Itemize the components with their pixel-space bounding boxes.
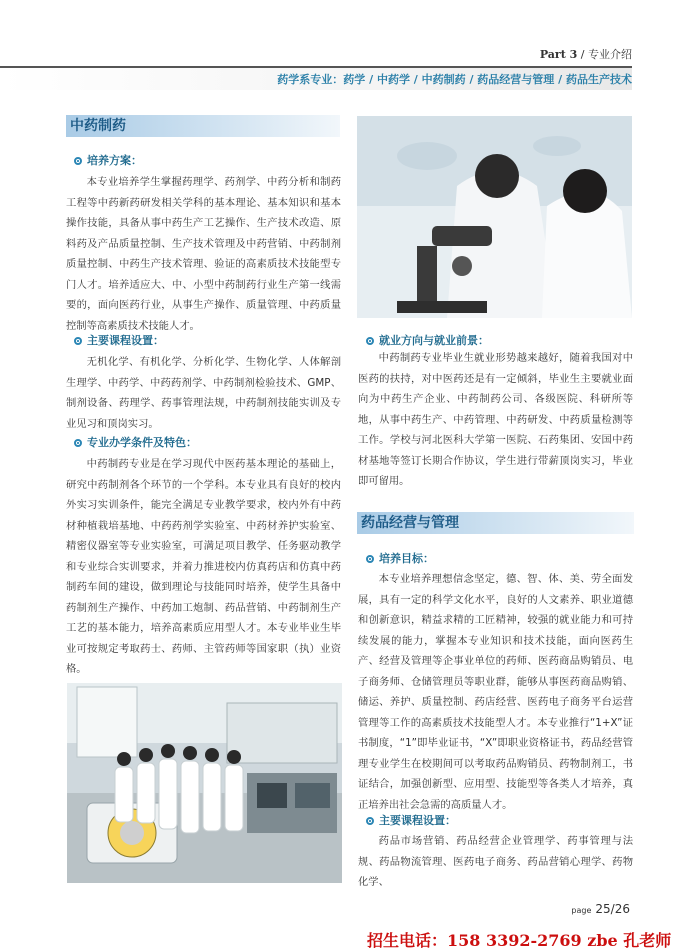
lab-group-illustration [67, 683, 342, 883]
majors-list: 药学系专业：药学 / 中药学 / 中药制药 / 药品经营与管理 / 药品生产技术 [277, 73, 632, 86]
part-label: Part 3 [539, 48, 578, 61]
majors-band [0, 66, 632, 90]
sub-heading-courses [74, 333, 164, 349]
page-number-value: 25/26 [595, 902, 630, 916]
sub-heading-employment-label: 就业方向与就业前景： [379, 334, 489, 347]
courses-paragraph: 无机化学、有机化学、分析化学、生物化学、人体解剖生理学、中药学、中药药剂学、中药制剂检验技术、GMP、制剂设备、药理学、药事管理法规，中药制剂技能实训及专业见习和顶岗实习。 [66, 356, 341, 430]
lab-group-photo [67, 683, 342, 883]
sub-heading-features-label: 专业办学条件及特色： [87, 436, 197, 449]
sub-heading-courses-label: 主要课程设置： [87, 334, 164, 347]
sub-heading-employment [366, 333, 489, 349]
page-small-label: page [571, 906, 592, 915]
part-section: 专业介绍 [588, 48, 632, 61]
microscope-photo [357, 116, 632, 318]
admissions-phone-banner: 招生电话：158 3392-2769 zbe 孔老师 [367, 931, 672, 950]
bullet-icon [74, 439, 82, 447]
plan-paragraph: 本专业培养学生掌握药理学、药剂学、中药分析和制药工程等中药新药研发相关学科的基本理论、基本知识和基本操作技能，具备从事中药生产工艺操作、生产技术改造、原料药及产品质量控制、生产技术管理及中药营销、中药制剂质量控制、中药生产技术管理、验证的高素质技术技能型专门人才。培养适应大、中、小型中药制药行业生产第一线需要的，面向医药行业，从事生产操作、质量管理、中药质量控制等高素质技术技能人才。 [66, 176, 341, 332]
sub-heading-plan [74, 153, 142, 169]
sub-heading-goal-label: 培养目标： [379, 552, 434, 565]
sub-heading-courses-2 [366, 813, 456, 829]
microscope-illustration [357, 116, 632, 318]
bullet-icon [366, 817, 374, 825]
goal-paragraph: 本专业培养理想信念坚定，德、智、体、美、劳全面发展，具有一定的科学文化水平，良好的人文素养、职业道德和创新意识，精益求精的工匠精神，较强的就业能力和可持续发展的能力，掌握本专业知识和技术技能，面向医药生产、经营及管理等企事业单位的药师、医药商品购销员、电子商务师、仓储管理员等职业群，能够从事医药商品购销、储运、养护、质量控制、药店经营、医药电子商务平台运营管理等工作的高素质技术技能型人才。本专业推行“1+X”证书制度，“1”即毕业证书，“X”即职业资格证书，药品经营管理专业学生在校期间可以考取药品购销员、药物制剂工，书证结合，加强创新型、应用型、技能型等各类人才培养，真正培养出社会急需的高质量人才。 [358, 573, 633, 811]
features-paragraph: 中药制药专业是在学习现代中医药基本理论的基础上，研究中药制剂各个环节的一个学科。本专业具有良好的校内外实习实训条件，能完全满足专业教学要求，校内外有中药材种植栽培基地、中药药剂学实验室、中药材养护实验室、精密仪器室等专业实验室，可满足项目教学、任务驱动教学和专业综合实训要求，并着力推进校内仿真药店和仿真中药制药车间的建设，做到理论与技能同时培养，使学生具备中药制剂生产操作、中药加工炮制、药品营销、中药制剂生产工艺的基本能力，培养高素质应用型人才。本专业毕业生毕业可按规定考取药士、药师、主管药师等国家职（执）业资格。 [66, 458, 341, 675]
bullet-icon [366, 337, 374, 345]
sub-heading-goal [366, 551, 434, 567]
section-title-zyzy: 中药制药 [66, 115, 340, 137]
section-title-ypjy: 药品经营与管理 [357, 512, 634, 534]
courses-2-paragraph: 药品市场营销、药品经营企业管理学、药事管理与法规、药品物流管理、医药电子商务、药品营销心理学、药物化学、 [358, 835, 633, 888]
sub-heading-plan-label: 培养方案： [87, 154, 142, 167]
sub-heading-courses-2-label: 主要课程设置： [379, 814, 456, 827]
bullet-icon [74, 157, 82, 165]
bullet-icon [74, 337, 82, 345]
employment-paragraph: 中药制药专业毕业生就业形势越来越好，随着我国对中医药的扶持，对中医药还是有一定倾斜，毕业生主要就业面向为中药生产企业、中药制药公司、各级医院、科研所等地，从事中药生产、中药管理、中药研发、中药质量检测等工作。学校与河北医科大学第一医院、石药集团、安国中药材基地等签订长期合作协议，学生进行带薪顶岗实习，毕业即可留用。 [358, 352, 633, 487]
page-number [571, 902, 630, 916]
header-divider [0, 66, 632, 68]
sub-heading-features [74, 435, 197, 451]
part-separator: / [580, 48, 585, 61]
part-header [0, 46, 632, 62]
bullet-icon [366, 555, 374, 563]
